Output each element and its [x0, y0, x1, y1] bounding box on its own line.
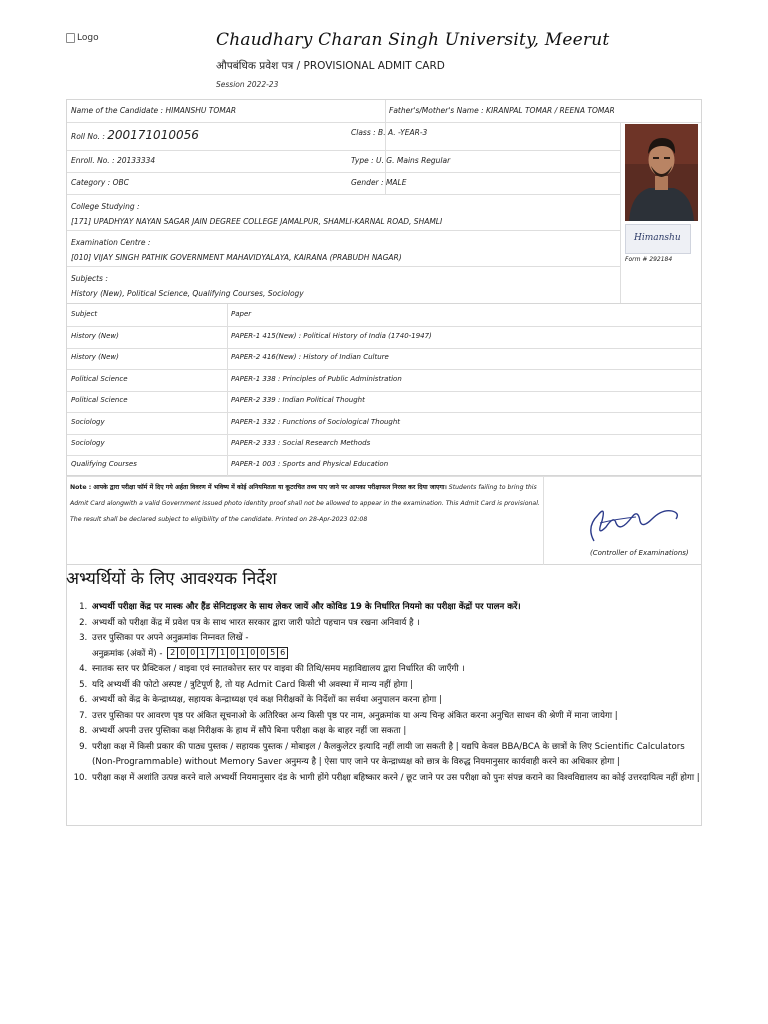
- candidate-photo: [625, 124, 698, 221]
- instruction-item: 10. परीक्षा कक्ष में अशांति उत्पन्न करने वाले अभ्यर्थी नियमानुसार दंड के भागी होंगे परीक्षा बहिष्कार करने / छूट जाने पर उस परीक्षा को पुनः संपन्न कराने का विश्वविद्यालय का कोई उत्तरदायित्व नहीं होगा |: [90, 771, 700, 787]
- university-name: Chaudhary Charan Singh University, Meerut: [216, 30, 610, 50]
- enrollment-field: [71, 156, 155, 165]
- paper-row: [67, 390, 701, 413]
- category-field: [71, 178, 129, 187]
- instruction-item: 8. अभ्यर्थी अपनी उत्तर पुस्तिका कक्ष निरीक्षक के हाथ में सौंपे बिना परीक्षा कक्ष के बाहर नहीं जा सकता |: [90, 724, 700, 740]
- category-label: Category :: [71, 178, 111, 187]
- parents-name-label: Father's/Mother's Name :: [389, 106, 484, 115]
- candidate-name-value: HIMANSHU TOMAR: [165, 106, 237, 115]
- header-paper: Paper: [231, 310, 252, 318]
- type-field: [351, 156, 450, 165]
- instruction-item: 9. परीक्षा कक्ष में किसी प्रकार की पाठ्य पुस्तक / सहायक पुस्तक / मोबाइल / कैलकुलेटर इत्यादि नहीं लायी जा सकती है | यद्यपि केवल BBA/BCA के छात्रों के लिए Scientific Calculators (Non-Programmable) without Memory Saver अनुमन्य है | ऐसा पाए जाने पर केन्द्राध्यक्ष को छात्र के विरुद्ध नियमानुसार कार्यवाही करने का अधिकार होगा |: [90, 740, 700, 771]
- logo-alt-text: Logo: [77, 33, 99, 43]
- paper-name: PAPER-2 333 : Social Research Methods: [231, 439, 371, 447]
- roll-digit-box: 5: [268, 647, 278, 659]
- controller-label: (Controller of Examinations): [590, 549, 689, 557]
- instruction-item: [90, 631, 700, 662]
- instruction-item: 5. यदि अभ्यर्थी की फोटो अस्पष्ट / त्रुटिपूर्ण है, तो यह Admit Card किसी भी अवस्था में मान्य नहीं होगा |: [90, 678, 700, 694]
- enrollment-value: 20133334: [116, 156, 156, 165]
- roll-digit-boxes: [167, 647, 288, 659]
- candidate-signature: [625, 224, 691, 254]
- paper-subject: Sociology: [71, 439, 105, 447]
- paper-row: [67, 454, 701, 477]
- roll-digit-box: 1: [198, 647, 208, 659]
- parents-name-field: [389, 106, 615, 115]
- paper-name: PAPER-2 339 : Indian Political Thought: [231, 396, 365, 405]
- broken-image-icon: [66, 33, 75, 43]
- gender-value: MALE: [385, 178, 407, 187]
- paper-name: PAPER-2 416(New) : History of Indian Culture: [231, 353, 389, 362]
- roll-digit-box: 0: [258, 647, 268, 659]
- paper-row: [67, 369, 701, 392]
- instructions-list: [68, 600, 700, 786]
- instruction-item: 6. अभ्यर्थी को केंद्र के केन्द्राध्यक्ष, सहायक केन्द्राध्यक्ष एवं कक्ष निरीक्षकों के निर्देशों का सर्वथा अनुपालन करना होगा |: [90, 693, 700, 709]
- instruction-item: 7. उत्तर पुस्तिका पर आवरण पृष्ठ पर अंकित सूचनाओ के अतिरिक्त अन्य किसी पृष्ठ पर नाम, अनुक्रमांक या अन्य चिन्ह अंकित करना अनुचित साधन की श्रेणी में माना जायेगा |: [90, 709, 700, 725]
- candidate-signature-text: Himanshu: [634, 233, 681, 243]
- instruction-text: उत्तर पुस्तिका पर अपने अनुक्रमांक निम्नवत लिखें -: [92, 633, 249, 643]
- admit-card-title: औपबंधिक प्रवेश पत्र / PROVISIONAL ADMIT CARD: [216, 60, 445, 72]
- roll-digit-box: 1: [218, 647, 228, 659]
- instruction-item: 2. अभ्यर्थी को परीक्षा केंद्र में प्रवेश पत्र के साथ भारत सरकार द्वारा जारी फोटो पहचान पत्र रखना अनिवार्य है ।: [90, 616, 700, 632]
- paper-subject: History (New): [71, 353, 119, 362]
- paper-subject: Political Science: [71, 396, 128, 405]
- subjects-value: History (New), Political Science, Qualifying Courses, Sociology: [71, 289, 304, 298]
- class-label: Class :: [351, 128, 376, 137]
- candidate-name-label: Name of the Candidate :: [71, 106, 164, 115]
- roll-digit-box: 2: [167, 647, 178, 659]
- controller-signature: [576, 497, 686, 549]
- roll-number-value: 200171010056: [107, 128, 199, 142]
- roll-digit-box: 0: [228, 647, 238, 659]
- roll-digit-box: 6: [278, 647, 288, 659]
- roll-number-label: Roll No. :: [71, 132, 105, 141]
- subjects-label: Subjects :: [71, 274, 108, 283]
- subjects-field: [71, 271, 304, 301]
- paper-row: [67, 326, 701, 349]
- note-english: Students failing to bring this Admit Card alongwith a valid Government issued photo identity proof shall not be allowed to appear in the examination. This Admit Card is provisional. The result shall be declared subject to eligibility of the candidate. Printed on 28-Apr-2023 02:08: [70, 484, 540, 523]
- paper-row: [67, 347, 701, 370]
- exam-centre-label: Examination Centre :: [71, 238, 151, 247]
- roll-digit-box: 1: [238, 647, 248, 659]
- category-value: OBC: [112, 178, 129, 187]
- paper-name: PAPER-1 415(New) : Political History of India (1740-1947): [231, 332, 432, 340]
- exam-centre-field: [71, 235, 402, 265]
- paper-subject: Qualifying Courses: [71, 460, 137, 469]
- class-field: [351, 128, 427, 137]
- candidate-details-box: [66, 99, 702, 304]
- type-value: U. G. Mains Regular: [376, 156, 451, 165]
- instruction-item: 4. स्नातक स्तर पर प्रैक्टिकल / वाइवा एवं स्नातकोत्तर स्तर पर वाइवा की तिथि/समय महाविद्यालय द्वारा निर्धारित की जाएँगी ।: [90, 662, 700, 678]
- paper-name: PAPER-1 003 : Sports and Physical Education: [231, 460, 389, 469]
- header-subject: Subject: [71, 310, 98, 318]
- paper-row: [67, 412, 701, 435]
- college-field: [71, 199, 442, 229]
- note-hindi: आपके द्वारा परीक्षा फॉर्म में दिए गये अर्हता विवरण में भविष्य में कोई अनियमितता या कूटरचित तथ्य पाए जाने पर आपका परीक्षाफल निरस्त कर दिया जाएगा।: [93, 484, 447, 491]
- roll-digit-box: 7: [208, 647, 218, 659]
- paper-subject: Sociology: [71, 417, 105, 426]
- papers-table-header: [67, 304, 701, 327]
- roll-digit-box: 0: [248, 647, 258, 659]
- instructions-heading: अभ्यर्थियों के लिए आवश्यक निर्देश: [66, 569, 277, 589]
- instruction-item: 1. अभ्यर्थी परीक्षा केंद्र पर मास्क और हैंड सेनिटाइजर के साथ लेकर जायें और कोविड 19 के निर्धारित नियमो का परीक्षा केंद्रों पर पालन करें।: [90, 600, 700, 616]
- session-label: Session 2022-23: [216, 80, 279, 89]
- paper-row: [67, 433, 701, 456]
- note-text: [70, 480, 540, 528]
- paper-name: PAPER-1 338 : Principles of Public Administration: [231, 374, 402, 383]
- gender-label: Gender :: [351, 178, 384, 187]
- type-label: Type :: [351, 156, 374, 165]
- gender-field: [351, 178, 406, 187]
- parents-name-value: KIRANPAL TOMAR / REENA TOMAR: [486, 106, 615, 115]
- exam-centre-value: [010] VIJAY SINGH PATHIK GOVERNMENT MAHAVIDYALAYA, KAIRANA (PRABUDH NAGAR): [71, 253, 402, 262]
- paper-subject: History (New): [71, 332, 119, 340]
- roll-digit-box: 0: [178, 647, 188, 659]
- paper-subject: Political Science: [71, 374, 128, 383]
- form-number: Form # 292184: [625, 256, 673, 263]
- college-value: [171] UPADHYAY NAYAN SAGAR JAIN DEGREE COLLEGE JAMALPUR, SHAMLI-KARNAL ROAD, SHAMLI: [71, 217, 443, 226]
- class-value: B. A. -YEAR-3: [378, 128, 428, 137]
- note-label: Note :: [70, 484, 92, 491]
- roll-digit-box: 0: [188, 647, 198, 659]
- roll-digits-prefix: अनुक्रमांक (अंकों में) -: [92, 648, 163, 659]
- candidate-name-field: [71, 106, 236, 115]
- roll-number-field: [71, 128, 199, 142]
- college-label: College Studying :: [71, 202, 140, 211]
- university-logo: [66, 33, 99, 43]
- enrollment-label: Enroll. No. :: [71, 156, 115, 165]
- paper-name: PAPER-1 332 : Functions of Sociological Thought: [231, 417, 401, 426]
